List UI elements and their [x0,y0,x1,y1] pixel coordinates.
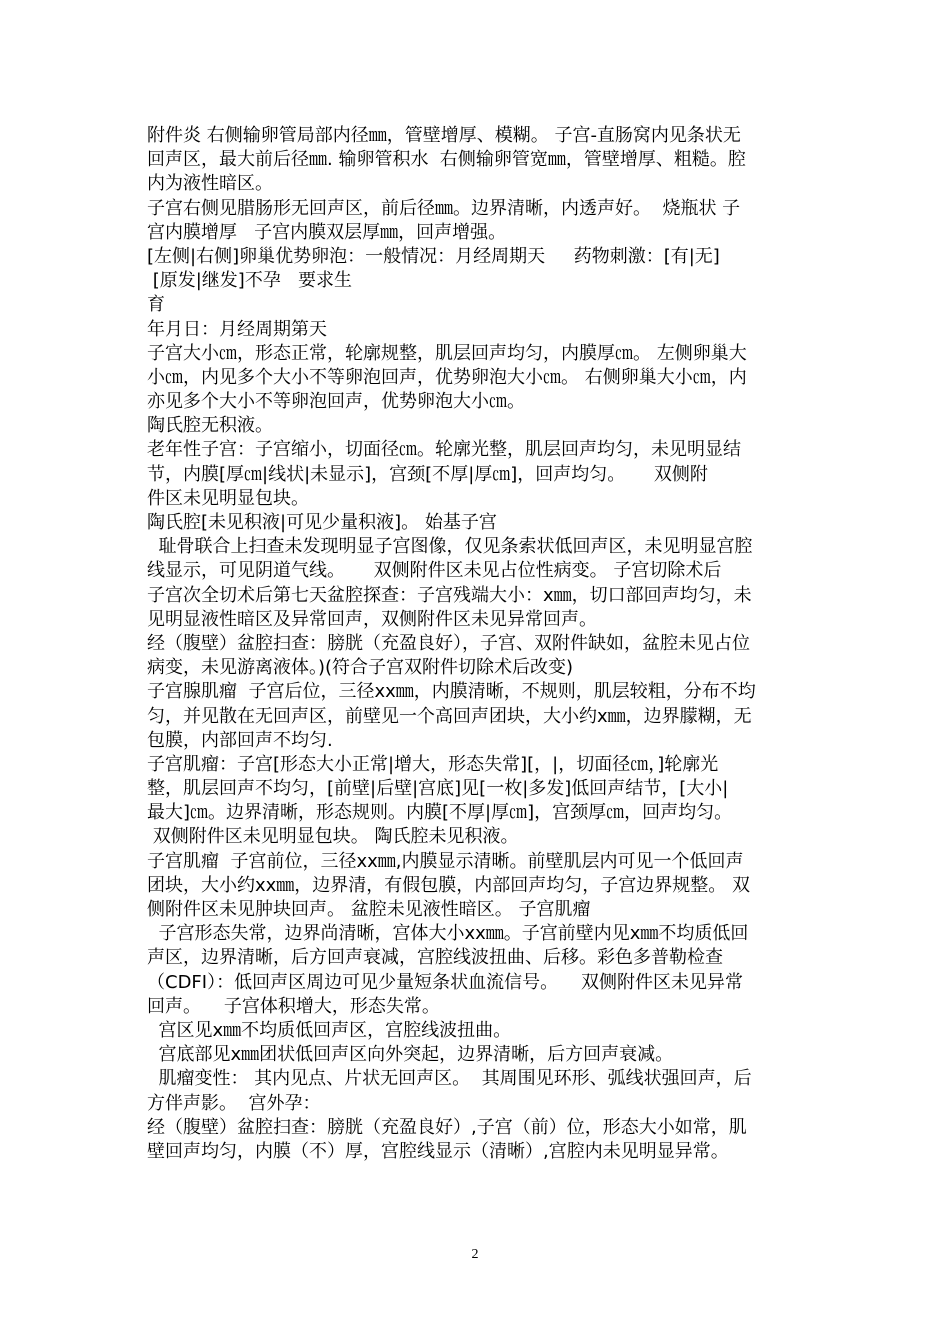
text-line: 亦见多个大小不等卵泡回声，优势卵泡大小㎝。 [147,391,525,413]
text-line: 子宫次全切术后第七天盆腔探查：子宫残端大小：x㎜，切口部回声均匀，未 [147,584,752,606]
text-line: 最大]㎝。边界清晰，形态规则。内膜[不厚|厚㎝]，宫颈厚㎝，回声均匀。 [147,802,733,824]
text-line: 件区未见明显包块。 [147,487,309,509]
text-line: 经（腹壁）盆腔扫查：膀胱（充盈良好）,子宫（前）位，形态大小如常，肌 [147,1116,747,1138]
text-line: 老年性子宫：子宫缩小，切面径㎝。轮廓光整，肌层回声均匀，未见明显结 [147,439,741,461]
text-line: 子宫肌瘤 子宫前位，三径xx㎜,内膜显示清晰。前壁肌层内可见一个低回声 [147,850,744,872]
text-line: 回声区，最大前后径㎜. 输卵管积水 右侧输卵管宽㎜，管壁增厚、粗糙。腔 [147,149,746,171]
text-line: 声区，边界清晰，后方回声衰减，宫腔线波扭曲、后移。彩色多普勒检查 [147,947,723,969]
text-line: 育 [147,294,165,316]
text-line: 陶氏腔无积液。 [147,415,273,437]
text-line: 内为液性暗区。 [147,173,273,195]
text-line: 附件炎 右侧输卵管局部内径㎜，管壁增厚、模糊。 子宫-直肠窝内见条状无 [147,125,741,146]
text-line: 年月日：月经周期第天 [147,318,327,340]
text-line: （CDFI）：低回声区周边可见少量短条状血流信号。 双侧附件区未见异常 [147,971,743,993]
text-line: 子宫形态失常，边界尚清晰，宫体大小xx㎜。子宫前壁内见x㎜不均质低回 [147,923,749,945]
text-line: 壁回声均匀，内膜（不）厚，宫腔线显示（清晰）,宫腔内未见明显异常。 [147,1140,729,1162]
text-line: 方伴声影。 宫外孕： [147,1092,321,1114]
text-line: 匀，并见散在无回声区，前壁见一个高回声团块，大小约x㎜，边界朦糊，无 [147,705,752,727]
text-line: 回声。 子宫体积增大，形态失常。 [147,995,440,1017]
text-line: 宫底部见x㎜团状低回声区向外突起，边界清晰，后方回声衰减。 [147,1044,674,1066]
text-line: 团块，大小约xx㎜，边界清，有假包膜，内部回声均匀，子宫边界规整。 双 [147,874,751,896]
text-line: 见明显液性暗区及异常回声，双侧附件区未见异常回声。 [147,608,597,630]
text-line: 宫内膜增厚 子宫内膜双层厚㎜，回声增强。 [147,221,507,243]
text-line: 经（腹壁）盆腔扫查：膀胱（充盈良好），子宫、双附件缺如，盆腔未见占位 [147,632,750,654]
text-line: 双侧附件区未见明显包块。 陶氏腔未见积液。 [147,826,519,848]
text-line: 子宫腺肌瘤 子宫后位，三径xx㎜，内膜清晰，不规则，肌层较粗，分布不均 [147,681,756,703]
text-line: 子宫肌瘤：子宫[形态大小正常|增大，形态失常][，|，切面径㎝，]轮廓光 [147,753,719,775]
text-line: [原发|继发]不孕 要求生 [147,270,352,292]
text-line: 整，肌层回声不均匀，[前壁|后壁|宫底]见[一枚|多发]低回声结节，[大小| [147,778,729,800]
text-line: 包膜，内部回声不均匀. [147,729,333,751]
page-number: 2 [471,1247,479,1262]
text-line: [左侧|右侧]卵巢优势卵泡：一般情况：月经周期天 药物刺激：[有|无] [147,245,720,267]
text-line: 节，内膜[厚㎝|线状|未显示]，宫颈[不厚|厚㎝]，回声均匀。 双侧附 [147,463,708,485]
text-line: 小㎝，内见多个大小不等卵泡回声，优势卵泡大小㎝。 右侧卵巢大小㎝，内 [147,366,747,388]
text-line: 肌瘤变性： 其内见点、片状无回声区。 其周围见环形、弧线状强回声，后 [147,1068,752,1090]
text-line: 子宫右侧见腊肠形无回声区，前后径㎜。边界清晰，内透声好。 烧瓶状 子 [147,197,741,219]
text-line: 耻骨联合上扫查未发现明显子宫图像，仅见条索状低回声区，未见明显宫腔 [147,536,753,558]
text-line: 宫区见x㎜不均质低回声区，宫腔线波扭曲。 [147,1019,512,1041]
document-body [147,124,809,1164]
text-line: 病变，未见游离液体。)(符合子宫双附件切除术后改变) [147,657,574,679]
text-line: 陶氏腔[未见积液|可见少量积液]。 始基子宫 [147,512,497,533]
text-line: 侧附件区未见肿块回声。 盆腔未见液性暗区。 子宫肌瘤 [147,899,591,920]
text-line: 线显示，可见阴道气线。 双侧附件区未见占位性病变。 子宫切除术后 [147,560,722,582]
text-line: 子宫大小㎝，形态正常，轮廓规整，肌层回声均匀，内膜厚㎝。 左侧卵巢大 [147,342,747,364]
